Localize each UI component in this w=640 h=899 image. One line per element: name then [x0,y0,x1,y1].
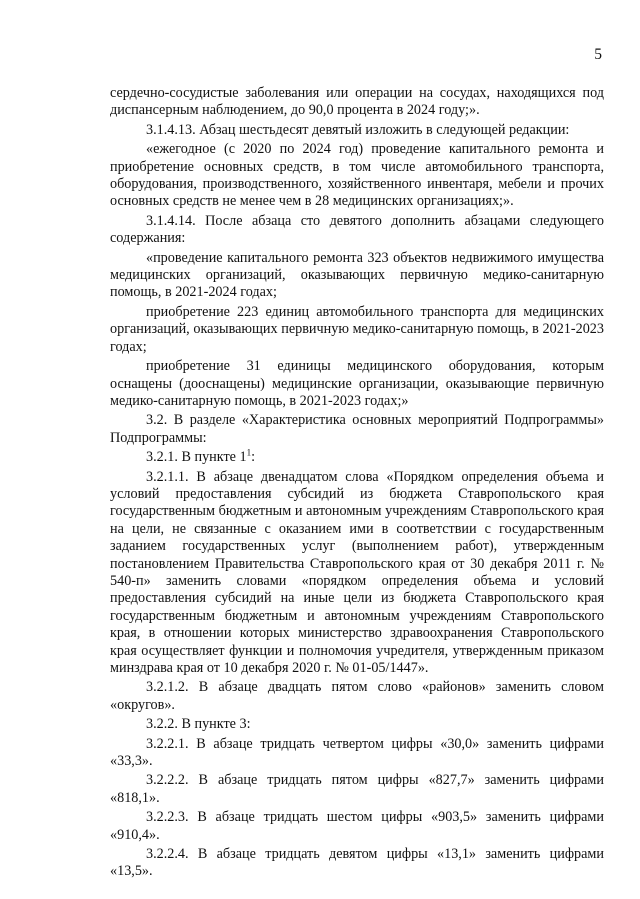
paragraph-3-2-1-1: 3.2.1.1. В абзаце двенадцатом слова «Порядком определения объема и условий предоставления субсидий из бюджета Ставропольского края государственным бюджетным и автономным учреждениям Ставропольского края на цели, не связанные с оказанием ими в соответствии с государственным заданием государственных услуг (выполнением работ), утвержденным постановлением Правительства Ставропольского края от 30 декабря 2011 г. № 540-п» заменить словами «порядком определения объема и условий предоставления субсидий на иные цели из бюджета Ставропольского края государственным бюджетным и автономным учреждениям Ставропольского края, в отношении которых министерство здравоохранения Ставропольского края осуществляет функции и полномочия учредителя, утвержденным приказом минздрава края от 10 декабря 2020 г. № 01-05/1447». [110,468,604,676]
footnote-mark: 1 [246,447,252,458]
paragraph-vehicles: приобретение 223 единиц автомобильного транспорта для медицинских организаций, оказывающих первичную медико-санитарную помощь, в 2021-2023 годах; [110,303,604,355]
paragraph-3-2-1-text: 3.2.1. В пункте 1 [146,449,247,466]
paragraph-quote-repair: «проведение капитального ремонта 323 объектов недвижимого имущества медицинских организаций, оказывающих первичную медико-санитарную помощь, в 2021-2024 годах; [110,249,604,301]
paragraph-3-2-2: 3.2.2. В пункте 3: [146,716,251,733]
paragraph-3-2-1 [110,449,604,466]
paragraph-3-2: 3.2. В разделе «Характеристика основных мероприятий Подпрограммы» Подпрограммы: [110,412,604,446]
paragraph-3-1-4-14: 3.1.4.14. После абзаца сто девятого дополнить абзацами следующего содержания: [110,212,604,247]
paragraph-3-2-1-colon: : [251,449,256,466]
paragraph-continuation: сердечно-сосудистые заболевания или операции на сосудах, находящихся под диспансерным наблюдением, до 90,0 процента в 2024 году;». [110,85,604,119]
paragraph-3-2-2-3: 3.2.2.3. В абзаце тридцать шестом цифры «903,5» заменить цифрами «910,4». [110,809,604,843]
paragraph-3-2-2-4: 3.2.2.4. В абзаце тридцать девятом цифры «13,1» заменить цифрами «13,5». [110,846,604,880]
paragraph-3-2-2-2: 3.2.2.2. В абзаце тридцать пятом цифры «827,7» заменить цифрами «818,1». [110,772,604,806]
paragraph-quote-annual: «ежегодное (с 2020 по 2024 год) проведение капитального ремонта и приобретение основных средств, в том числе автомобильного транспорта, оборудования, производственного, хозяйственного инвентаря, мебели и прочих основных средств не менее чем в 28 медицинских организациях;». [110,141,604,210]
document-body [110,85,604,883]
paragraph-3-1-4-13: 3.1.4.13. Абзац шестьдесят девятый изложить в следующей редакции: [146,121,570,138]
paragraph-equipment: приобретение 31 единицы медицинского оборудования, которым оснащены (дооснащены) медицинские организации, оказывающие первичную медико-санитарную помощь, в 2021-2023 годах;» [110,358,604,409]
paragraph-3-2-2-1: 3.2.2.1. В абзаце тридцать четвертом цифры «30,0» заменить цифрами «33,3». [110,735,604,770]
page-number: 5 [594,46,602,63]
paragraph-3-2-1-2: 3.2.1.2. В абзаце двадцать пятом слово «районов» заменить словом «округов». [110,679,604,713]
